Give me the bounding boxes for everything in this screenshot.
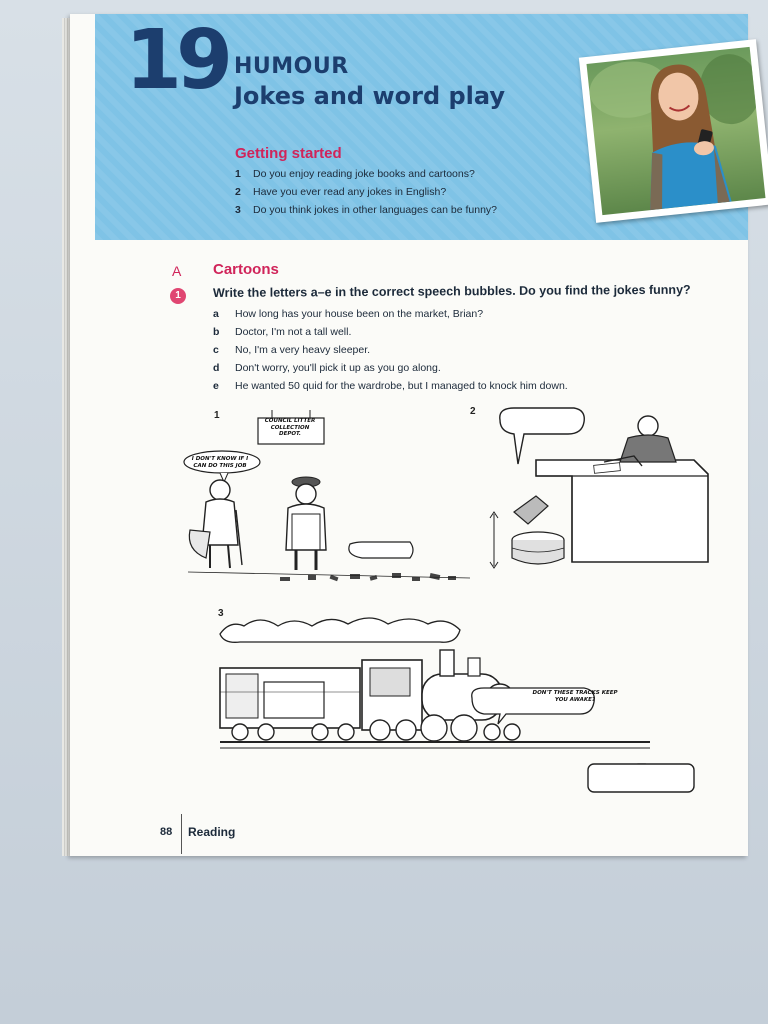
cartoon-2-illustration (484, 402, 714, 572)
section-title: Cartoons (213, 261, 279, 278)
unit-subtitle: Jokes and word play (234, 82, 506, 110)
textbook-page (70, 14, 748, 856)
cartoon-3-illustration (220, 612, 650, 797)
unit-number: 19 (125, 13, 228, 108)
list-item: c No, I'm a very heavy sleeper. (213, 344, 371, 356)
list-item: d Don't worry, you'll pick it up as you go along. (213, 362, 441, 374)
list-item: b Doctor, I'm not a tall well. (213, 326, 352, 338)
cartoon-1-sign-text: COUNCIL LITTER COLLECTION DEPOT. (264, 418, 316, 438)
cartoon-1-illustration (180, 410, 470, 585)
footer-section-label: Reading (188, 825, 236, 839)
jokes-list (213, 305, 568, 395)
list-item: 2 Have you ever read any jokes in English? (235, 186, 447, 198)
photo-girl-with-phone (579, 39, 768, 223)
getting-started-list (235, 165, 497, 219)
list-item: a How long has your house been on the market, Brian? (213, 308, 484, 320)
footer-divider (181, 814, 182, 854)
cartoon-1-bubble-text: I DON'T KNOW IF I CAN DO THIS JOB (191, 456, 249, 469)
unit-header (95, 14, 748, 240)
cartoon-3-number: 3 (218, 608, 224, 619)
unit-title: HUMOUR (234, 54, 349, 79)
photo-illustration (587, 47, 766, 215)
cartoon-3-bubble-text: DON'T THESE TRACKS KEEP YOU AWAKE? (532, 690, 618, 703)
list-item: 1 Do you enjoy reading joke books and cartoons? (235, 168, 475, 180)
exercise-number-badge: 1 (170, 288, 186, 304)
page-number: 88 (160, 826, 173, 838)
cartoon-2-number: 2 (470, 406, 476, 417)
list-item: 3 Do you think jokes in other languages can be funny? (235, 204, 497, 216)
section-letter: A (172, 263, 182, 279)
cartoon-1-number: 1 (214, 410, 220, 421)
exercise-instruction: Write the letters a–e in the correct speech bubbles. Do you find the jokes funny? (212, 282, 691, 300)
list-item: e He wanted 50 quid for the wardrobe, but I managed to knock him down. (213, 380, 568, 392)
getting-started-heading: Getting started (235, 145, 342, 162)
